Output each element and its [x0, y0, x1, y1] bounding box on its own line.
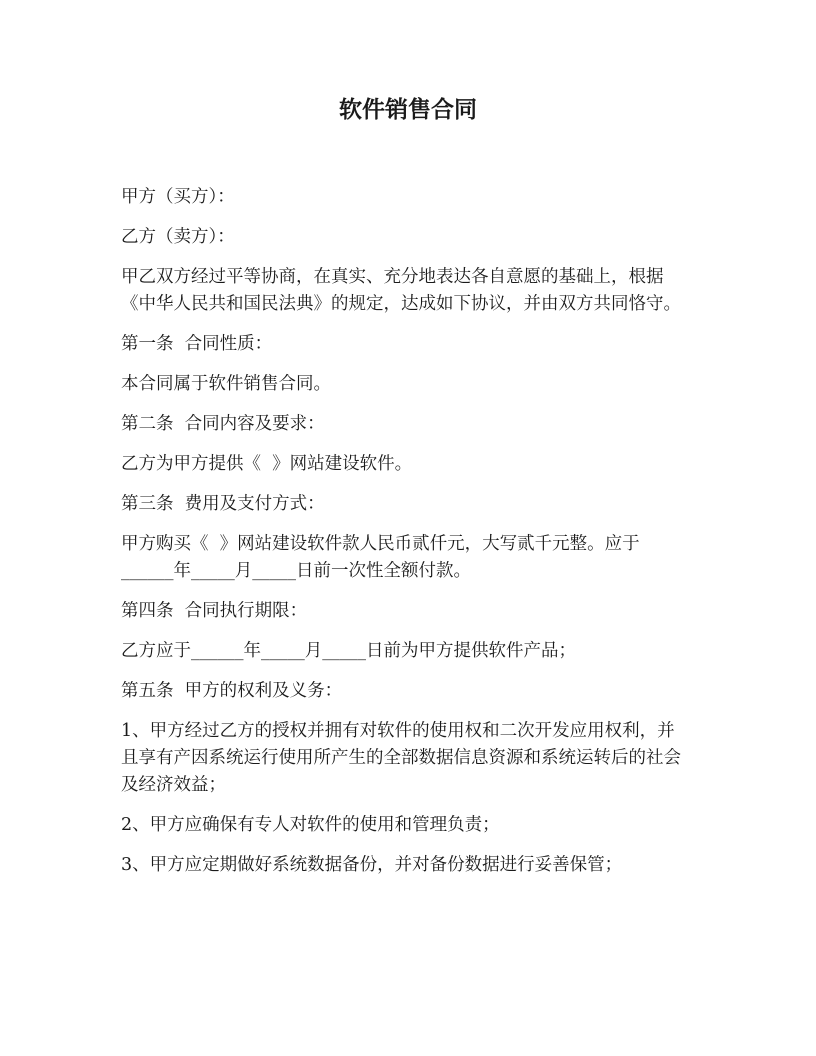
article-1-heading: 第一条 合同性质： — [121, 334, 273, 354]
article-1-text: 本合同属于软件销售合同。 — [121, 374, 331, 394]
article-4-heading: 第四条 合同执行期限： — [121, 601, 308, 621]
document-body — [121, 184, 691, 892]
party-a-line: 甲方（买方）： — [121, 187, 235, 207]
article-4-text: 乙方应于______年_____月_____日前为甲方提供软件产品； — [121, 641, 576, 661]
article-5-item-3: 3、甲方应定期做好系统数据备份，并对备份数据进行妥善保管； — [121, 855, 623, 875]
party-b-line: 乙方（卖方）： — [121, 227, 235, 247]
article-5-item-1: 1、甲方经过乙方的授权并拥有对软件的使用权和二次开发应用权利，并且享有产因系统运行使用所产生的全部数据信息资源和系统运转后的社会及经济效益； — [121, 721, 681, 795]
article-3-heading: 第三条 费用及支付方式： — [121, 494, 325, 514]
article-2-heading: 第二条 合同内容及要求： — [121, 414, 325, 434]
article-5-item-2: 2、甲方应确保有专人对软件的使用和管理负责； — [121, 815, 500, 835]
preamble-paragraph: 甲乙双方经过平等协商，在真实、充分地表达各自意愿的基础上，根据《中华人民共和国民法典》的规定，达成如下协议，并由双方共同恪守。 — [121, 267, 681, 314]
article-2-text: 乙方为甲方提供《 》网站建设软件。 — [121, 454, 413, 474]
document-title: 软件销售合同 — [339, 96, 477, 123]
article-3-text: 甲方购买《 》网站建设软件款人民币贰仟元，大写贰千元整。应于______年_____月_____日前一次性全额付款。 — [121, 534, 640, 581]
article-5-heading: 第五条 甲方的权利及义务： — [121, 681, 343, 701]
